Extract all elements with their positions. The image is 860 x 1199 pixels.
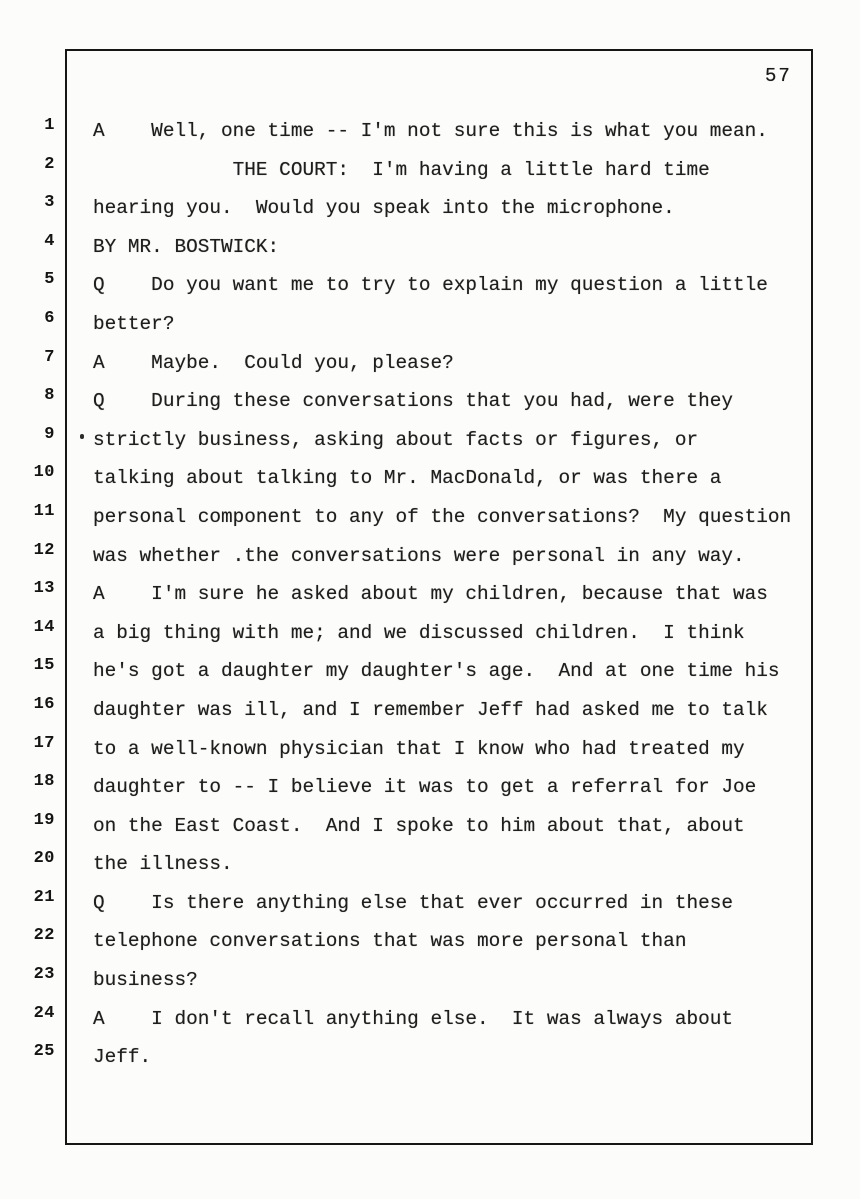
line-number: 3 bbox=[44, 193, 55, 213]
scan-artifact-dot bbox=[80, 434, 84, 439]
page-border-box bbox=[65, 49, 813, 1145]
transcript-line: to a well-known physician that I know who had treated my bbox=[93, 737, 745, 760]
line-number: 6 bbox=[44, 308, 55, 328]
line-number-column bbox=[0, 107, 55, 1072]
transcript-line: hearing you. Would you speak into the microphone. bbox=[93, 197, 675, 220]
transcript-line: better? bbox=[93, 312, 175, 335]
line-number: 12 bbox=[33, 540, 55, 560]
line-number: 8 bbox=[44, 386, 55, 406]
transcript-line: telephone conversations that was more personal than bbox=[93, 930, 687, 953]
transcript-line: A Well, one time -- I'm not sure this is what you mean. bbox=[93, 120, 768, 142]
transcript-line: A I'm sure he asked about my children, because that was bbox=[93, 583, 768, 606]
line-number: 14 bbox=[33, 617, 55, 637]
line-number: 10 bbox=[33, 463, 55, 483]
transcript-line: personal component to any of the conversations? My question bbox=[93, 505, 792, 528]
transcript-line: Q Is there anything else that ever occurred in these bbox=[93, 891, 733, 914]
line-number: 15 bbox=[33, 656, 55, 676]
line-number: 24 bbox=[33, 1003, 55, 1023]
transcript-line: daughter to -- I believe it was to get a referral for Joe bbox=[93, 776, 757, 799]
line-number: 20 bbox=[33, 849, 55, 869]
line-number: 13 bbox=[33, 579, 55, 599]
transcript-line: talking about talking to Mr. MacDonald, or was there a bbox=[93, 467, 722, 490]
transcript-line: the illness. bbox=[93, 853, 233, 876]
transcript-line: business? bbox=[93, 969, 198, 992]
line-number: 2 bbox=[44, 154, 55, 174]
transcript-text bbox=[93, 112, 808, 1077]
transcript-line: on the East Coast. And I spoke to him about that, about bbox=[93, 814, 745, 837]
transcript-line: Q During these conversations that you had, were they bbox=[93, 390, 733, 413]
line-number: 23 bbox=[33, 965, 55, 985]
line-number: 17 bbox=[33, 733, 55, 753]
transcript-line: he's got a daughter my daughter's age. And at one time his bbox=[93, 660, 780, 683]
line-number: 25 bbox=[33, 1042, 55, 1062]
transcript-line: a big thing with me; and we discussed children. I think bbox=[93, 621, 745, 644]
line-number: 9 bbox=[44, 424, 55, 444]
transcript-line: A Maybe. Could you, please? bbox=[93, 351, 454, 374]
line-number: 16 bbox=[33, 694, 55, 714]
line-number: 19 bbox=[33, 810, 55, 830]
line-number: 18 bbox=[33, 772, 55, 792]
line-number: 7 bbox=[44, 347, 55, 367]
transcript-line: Q Do you want me to try to explain my question a little bbox=[93, 274, 768, 297]
line-number: 4 bbox=[44, 231, 55, 251]
transcript-line: BY MR. BOSTWICK: bbox=[93, 235, 280, 258]
transcript-line: was whether .the conversations were personal in any way. bbox=[93, 544, 745, 567]
line-number: 21 bbox=[33, 887, 55, 907]
line-number: 5 bbox=[44, 270, 55, 290]
transcript-line: THE COURT: I'm having a little hard time bbox=[93, 158, 710, 181]
line-number: 22 bbox=[33, 926, 55, 946]
transcript-line: A I don't recall anything else. It was always about bbox=[93, 1007, 733, 1030]
transcript-line: Jeff. bbox=[93, 1046, 152, 1069]
line-number: 1 bbox=[44, 116, 55, 135]
transcript-line: strictly business, asking about facts or figures, or bbox=[93, 428, 699, 451]
line-number: 11 bbox=[33, 501, 55, 521]
page-number: 57 bbox=[765, 65, 792, 87]
transcript-line: daughter was ill, and I remember Jeff had asked me to talk bbox=[93, 698, 768, 721]
